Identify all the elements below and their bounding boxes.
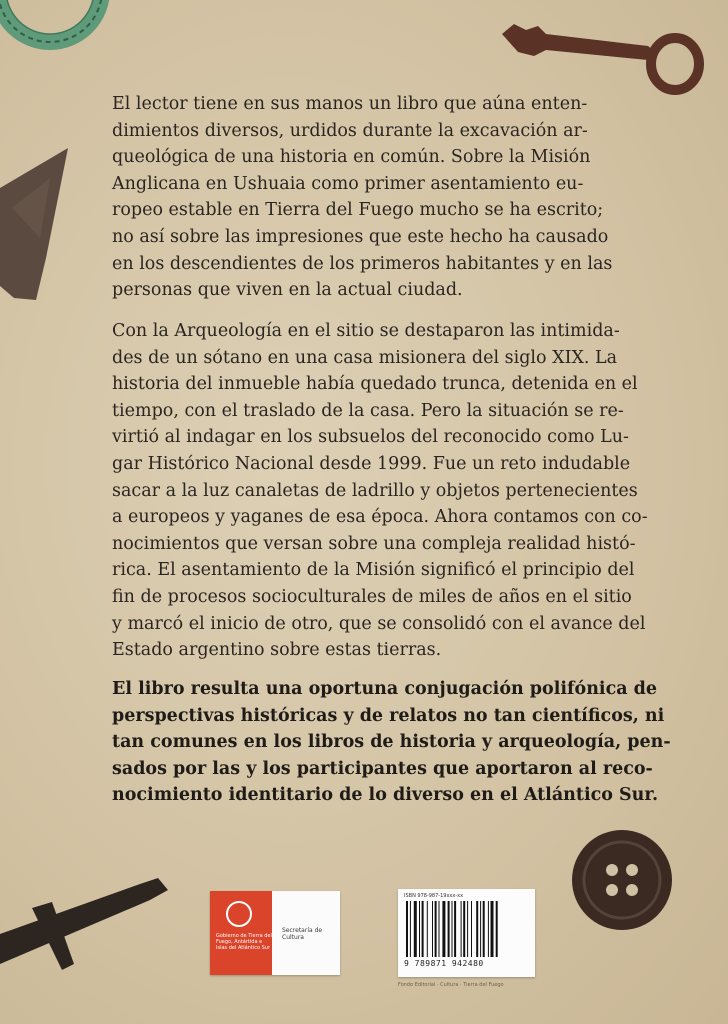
rusted-blade-icon	[0, 868, 175, 978]
text-line: El lector tiene en sus manos un libro que aúna enten-	[112, 94, 588, 114]
text-line: personas que viven en la actual ciudad.	[112, 280, 463, 301]
text-line: sados por las y los participantes que aportaron al reco-	[112, 758, 653, 779]
paragraph-summary	[112, 676, 704, 809]
text-line: queológica de una historia en común. Sobre la Misión	[112, 147, 591, 168]
text-line: y marcó el inicio de otro, que se consolidó con el avance del	[112, 613, 646, 634]
emblem-icon	[226, 901, 252, 927]
text-line: nocimientos que versan sobre una compleja realidad histó-	[112, 533, 636, 554]
text-line: fin de procesos socioculturales de miles de años en el sitio	[112, 586, 632, 607]
text-line: historia del inmueble había quedado trunca, detenida en el	[112, 374, 638, 395]
text-line: ropeo estable en Tierra del Fuego mucho se ha escrito;	[112, 200, 604, 221]
text-line: El libro resulta una oportuna conjugación polifónica de	[112, 679, 658, 699]
arrowhead-icon	[0, 148, 75, 308]
text-line: Anglicana en Ushuaia como primer asentamiento eu-	[112, 173, 584, 194]
text-line: Estado argentino sobre estas tierras.	[112, 640, 442, 661]
text-line: tiempo, con el traslado de la casa. Pero la situación se re-	[112, 400, 624, 421]
government-text: Gobierno de Tierra del Fuego, Antártida e Islas del Atlántico Sur	[216, 933, 272, 951]
text-line: en los descendientes de los primeros habitantes y en las	[112, 253, 613, 274]
text-line: Con la Arqueología en el sitio se destaparon las intimida-	[112, 321, 620, 341]
text-line: virtió al indagar en los subsuelos del reconocido como Lu-	[112, 427, 629, 448]
barcode-digits: 9 789871 942480	[404, 959, 484, 968]
text-line: tan comunes en los libros de historia y arqueología, pen-	[112, 732, 671, 753]
isbn-text: ISBN 978-987-19xxx-xx	[404, 893, 464, 899]
text-line: des de un sótano en una casa misionera del siglo XIX. La	[112, 347, 618, 368]
barcode-bars	[406, 901, 528, 957]
text-line: no así sobre las impresiones que este hecho ha causado	[112, 226, 609, 247]
iron-key-icon	[498, 16, 708, 102]
secretaria-text: Secretaría de Cultura	[282, 927, 323, 941]
text-line: rica. El asentamiento de la Misión significó el principio del	[112, 560, 635, 581]
text-line: perspectivas históricas y de relatos no tan científicos, ni	[112, 705, 665, 726]
text-line: nocimiento identitario de lo diverso en el Atlántico Sur.	[112, 785, 659, 806]
text-line: sacar a la luz canaletas de ladrillo y objetos pertenecientes	[112, 480, 638, 501]
paragraph-intro	[112, 91, 704, 304]
text-line: gar Histórico Nacional desde 1999. Fue un reto indudable	[112, 453, 631, 474]
paragraph-archaeology	[112, 318, 704, 664]
isbn-barcode	[398, 889, 535, 977]
institutional-logo	[210, 891, 340, 975]
text-line: a europeos y yaganes de esa época. Ahora contamos con co-	[112, 507, 648, 528]
secretaria-logo	[272, 891, 340, 975]
button-icon	[568, 826, 678, 934]
publisher-line: Fondo Editorial · Cultura · Tierra del Fuego	[398, 982, 504, 988]
government-logo	[210, 891, 272, 975]
text-line: dimientos diversos, urdidos durante la excavación ar-	[112, 120, 588, 141]
jade-ring-icon	[0, 0, 130, 75]
